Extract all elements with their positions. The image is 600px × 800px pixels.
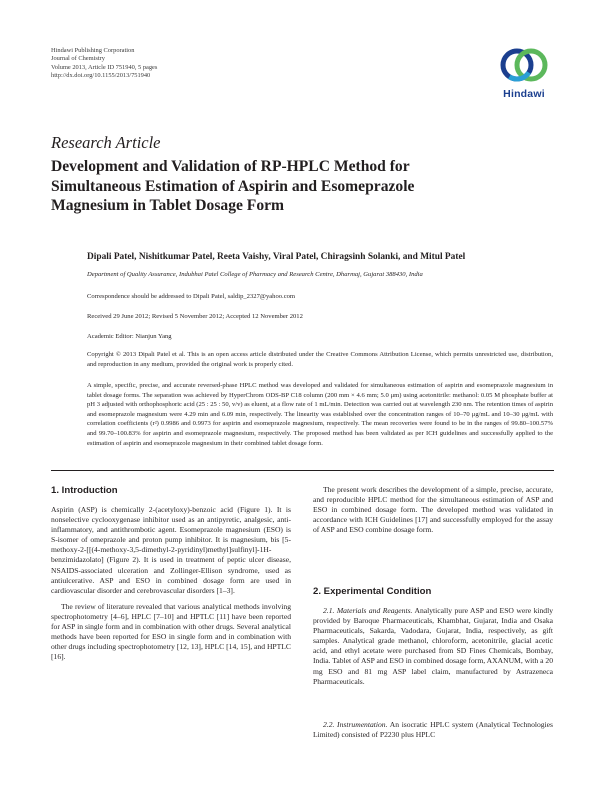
article-type: Research Article xyxy=(51,133,161,152)
doi-link[interactable]: http://dx.doi.org/10.1155/2013/751940 xyxy=(51,72,151,80)
introduction-heading: 1. Introduction xyxy=(51,485,118,496)
abstract: A simple, specific, precise, and accurate reversed-phase HPLC method was developed and validated for simultaneous estimation of aspirin and esomeprazole magnesium in tablet dosage forms. The separation was achieved by HyperChrom ODS-BP C18 column (200 mm × 4.6 mm; 5.0 μm) using acetonitrile: methanol: 0.05 M phosphate buffer at pH 3 adjusted with orthophosphoric acid (25 : 25 : 50, v/v) as eluent, at a flow rate of 1 mL/min. Detection was carried out at wavelength 230 nm. The retention times of aspirin and esomeprazole magnesium were 4.29 min and 6.09 min, respectively. The linearity was established over the concentration ranges of 10–70 μg/mL and 10–30 μg/mL with correlation coefficients (r²) 0.9986 and 0.9973 for aspirin and esomeprazole magnesium, respectively. The mean recoveries were found to be in the ranges of 99.80–100.57% and 99.70–100.83% for aspirin and esomeprazole magnesium, respectively. The proposed method has been validated as per ICH guidelines and successfully applied to the estimation of aspirin and esomeprazole magnesium in their combined tablet dosage form. xyxy=(87,382,553,447)
correspondence: Correspondence should be addressed to Dipali Patel, saldip_2327@yahoo.com xyxy=(87,293,296,300)
section-divider xyxy=(51,470,554,471)
intro-paragraph: Aspirin (ASP) is chemically 2-(acetyloxy)-benzoic acid (Figure 1). It is nonselective cyclooxygenase inhibitor used as an antipyretic, analgesic, anti-inflammatory, and antithrombotic agent. Esomeprazole magnesium (ESO) is S-isomer of omeprazole and proton pump inhibitor. It is magnesium, bis [5-methoxy-2-[[(4-methoxy-3,5-dimethyl-2-pyridinyl)methyl]sulfinyl]-1H-benzimidazolato] (Figure 2). It is used in treatment of peptic ulcer disease, NSAIDS-associated ulceration and Zollinger-Ellison syndrome, used as antiulcerative. ASP and ESO in combined dosage form are used in cardiovascular disorder and cerebrovascular disorders [1–3]. xyxy=(51,505,291,595)
title-line: Magnesium in Tablet Dosage Form xyxy=(51,197,285,215)
hindawi-logo-icon xyxy=(494,45,554,87)
logo-wordmark: Hindawi xyxy=(503,88,545,100)
publisher: Hindawi Publishing Corporation xyxy=(51,47,135,54)
volume-line: Volume 2013, Article ID 751940, 5 pages xyxy=(51,63,158,71)
title-line: Simultaneous Estimation of Aspirin and Esomeprazole xyxy=(51,177,415,195)
materials-subheading: 2.1. Materials and Reagents. xyxy=(323,606,413,615)
dates: Received 29 June 2012; Revised 5 November 2012; Accepted 12 November 2012 xyxy=(87,313,303,320)
intro-paragraph: The present work describes the development of a simple, precise, accurate, and reproducible HPLC method for the simultaneous estimation of ASP and ESO in combined dosage form. The developed method was validated in accordance with ICH Guidelines [17] and successfully employed for the assay of ASP and ESO combine dosage form. xyxy=(313,485,553,535)
intro-paragraph: The review of literature revealed that various analytical methods involving spectrophotometry [4–6], HPLC [7–10] and HPTLC [11] have been reported for ASP in single form and in combination with other drugs. Several analytical methods have been reported for ESO in single form and in combination with other drugs including spectrophotometry [12, 13], HPLC [14, 15], and HPTLC [16]. xyxy=(51,601,291,662)
author-list: Dipali Patel, Nishitkumar Patel, Reeta Vaishy, Viral Patel, Chiragsinh Solanki, and Mitul Patel xyxy=(87,252,466,262)
journal-meta xyxy=(51,47,157,81)
article-title xyxy=(51,157,551,216)
copyright-notice: Copyright © 2013 Dipali Patel et al. This is an open access article distributed under the Creative Commons Attribution License, which permits unrestricted use, distribution, and reproduction in any medium, provided the original work is properly cited. xyxy=(87,351,553,368)
affiliation: Department of Quality Assurance, Indubhai Patel College of Pharmacy and Research Centre, Dharmaj, Gujarat 388430, India xyxy=(87,271,423,278)
left-column xyxy=(51,505,291,662)
hindawi-logo xyxy=(494,45,554,103)
materials-text: Analytically pure ASP and ESO were kindly provided by Baroque Pharmaceuticals, Khambhat, Gujarat, India and Osaka Pharmaceuticals, Sakarda, Vadodara, Gujarat, India, respectively, as gift samples. Analytical grade methanol, chloroform, acetonitrile, glacial acetic acid, and ethyl acetate were purchased from SD Fines Chemicals, Bombay, India. Tablet of ASP and ESO in combined dosage form, AXANUM, with a 20 mg ESO and 81 mg ASP label claim, manufactured by Astrazeneca Pharmaceuticals. xyxy=(313,606,553,686)
instrumentation-text: An isocratic HPLC system (Analytical Technologies Limited) consisted of P2230 plus HPLC xyxy=(313,720,554,740)
academic-editor: Academic Editor: Nianjun Yang xyxy=(87,333,172,340)
experimental-heading: 2. Experimental Condition xyxy=(313,586,432,597)
title-line: Development and Validation of RP-HPLC Method for xyxy=(51,158,410,175)
journal-name: Journal of Chemistry xyxy=(51,55,105,63)
instrumentation-section xyxy=(313,720,553,740)
instrumentation-subheading: 2.2. Instrumentation. xyxy=(323,720,388,729)
materials-section xyxy=(313,606,553,687)
